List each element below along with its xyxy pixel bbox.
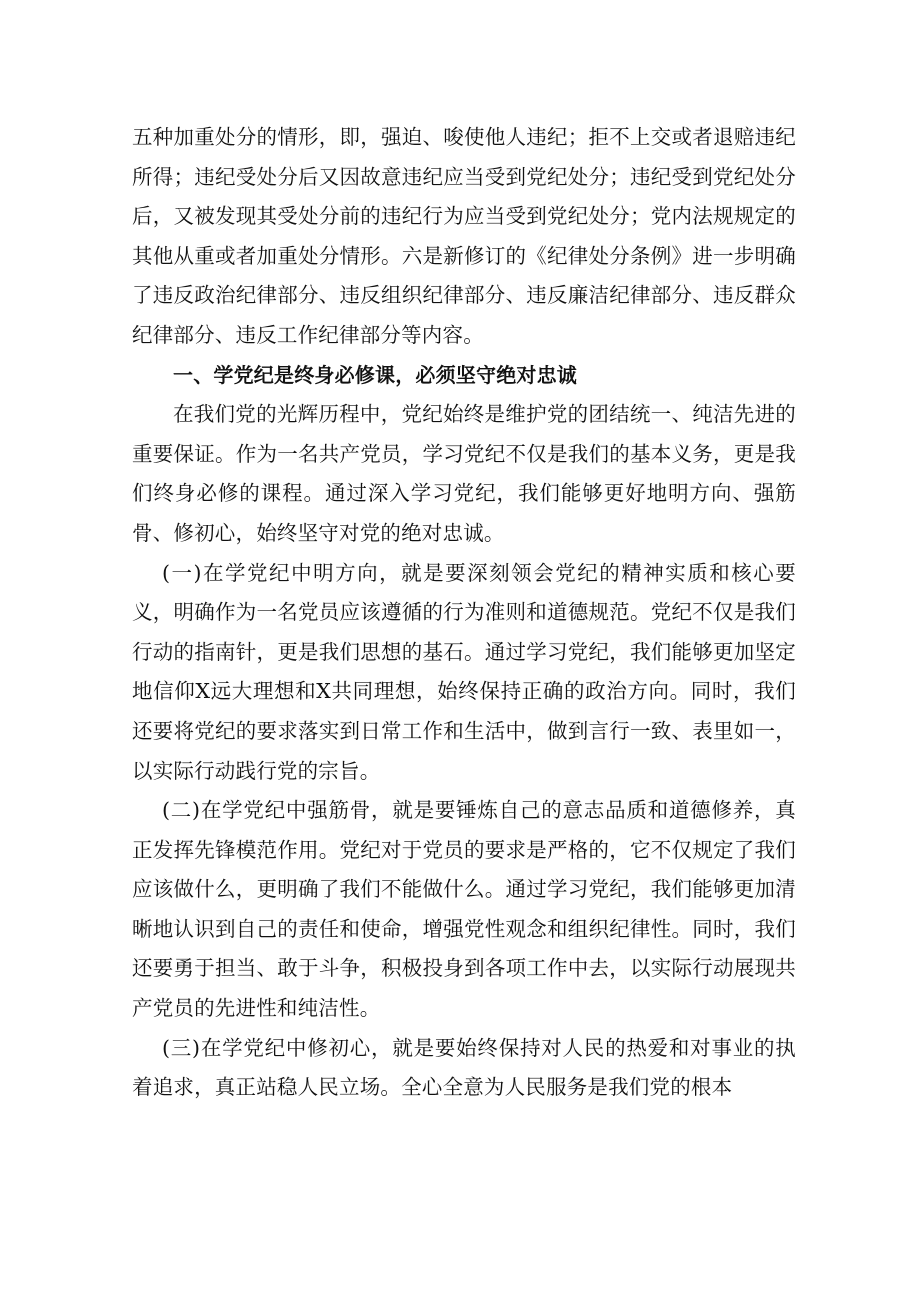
paragraph-subsection-2: (二)在学党纪中强筋骨，就是要锤炼自己的意志品质和道德修养，真正发挥先锋模范作用。党纪对于党员的要求是严格的，它不仅规定了我们应该做什么，更明确了我们不能做什么。通过学习党纪，我们能够更加清晰地认识到自己的责任和使命，增强党性观念和组织纪律性。同时，我们还要勇于担当、敢于斗争，积极投身到各项工作中去，以实际行动展现共产党员的先进性和纯洁性。 [132, 798, 796, 1021]
document-body [132, 118, 796, 1108]
paragraph-continued: 五种加重处分的情形，即，强迫、唆使他人违纪；拒不上交或者退赔违纪所得；违纪受处分后又因故意违纪应当受到党纪处分；违纪受到党纪处分后，又被发现其受处分前的违纪行为应当受到党纪处分；党内法规规定的其他从重或者加重处分情形。六是新修订的《纪律处分条例》进一步明确了违反政治纪律部分、违反组织纪律部分、违反廉洁纪律部分、违反群众纪律部分、违反工作纪律部分等内容。 [132, 125, 796, 347]
section-heading: 一、学党纪是终身必修课，必须坚守绝对忠诚 [173, 362, 577, 387]
paragraph-intro: 在我们党的光辉历程中，党纪始终是维护党的团结统一、纯洁先进的重要保证。作为一名共产党员，学习党纪不仅是我们的基本义务，更是我们终身必修的课程。通过深入学习党纪，我们能够更好地明方向、强筋骨、修初心，始终坚守对党的绝对忠诚。 [132, 402, 796, 545]
paragraph-subsection-3: (三)在学党纪中修初心，就是要始终保持对人民的热爱和对事业的执着追求，真正站稳人民立场。全心全意为人民服务是我们党的根本 [132, 1035, 796, 1100]
paragraph-subsection-1: (一)在学党纪中明方向，就是要深刻领会党纪的精神实质和核心要义，明确作为一名党员应该遵循的行为准则和道德规范。党纪不仅是我们行动的指南针，更是我们思想的基石。通过学习党纪，我们能够更加坚定地信仰X远大理想和X共同理想，始终保持正确的政治方向。同时，我们还要将党纪的要求落实到日常工作和生活中，做到言行一致、表里如一，以实际行动践行党的宗旨。 [132, 560, 796, 783]
